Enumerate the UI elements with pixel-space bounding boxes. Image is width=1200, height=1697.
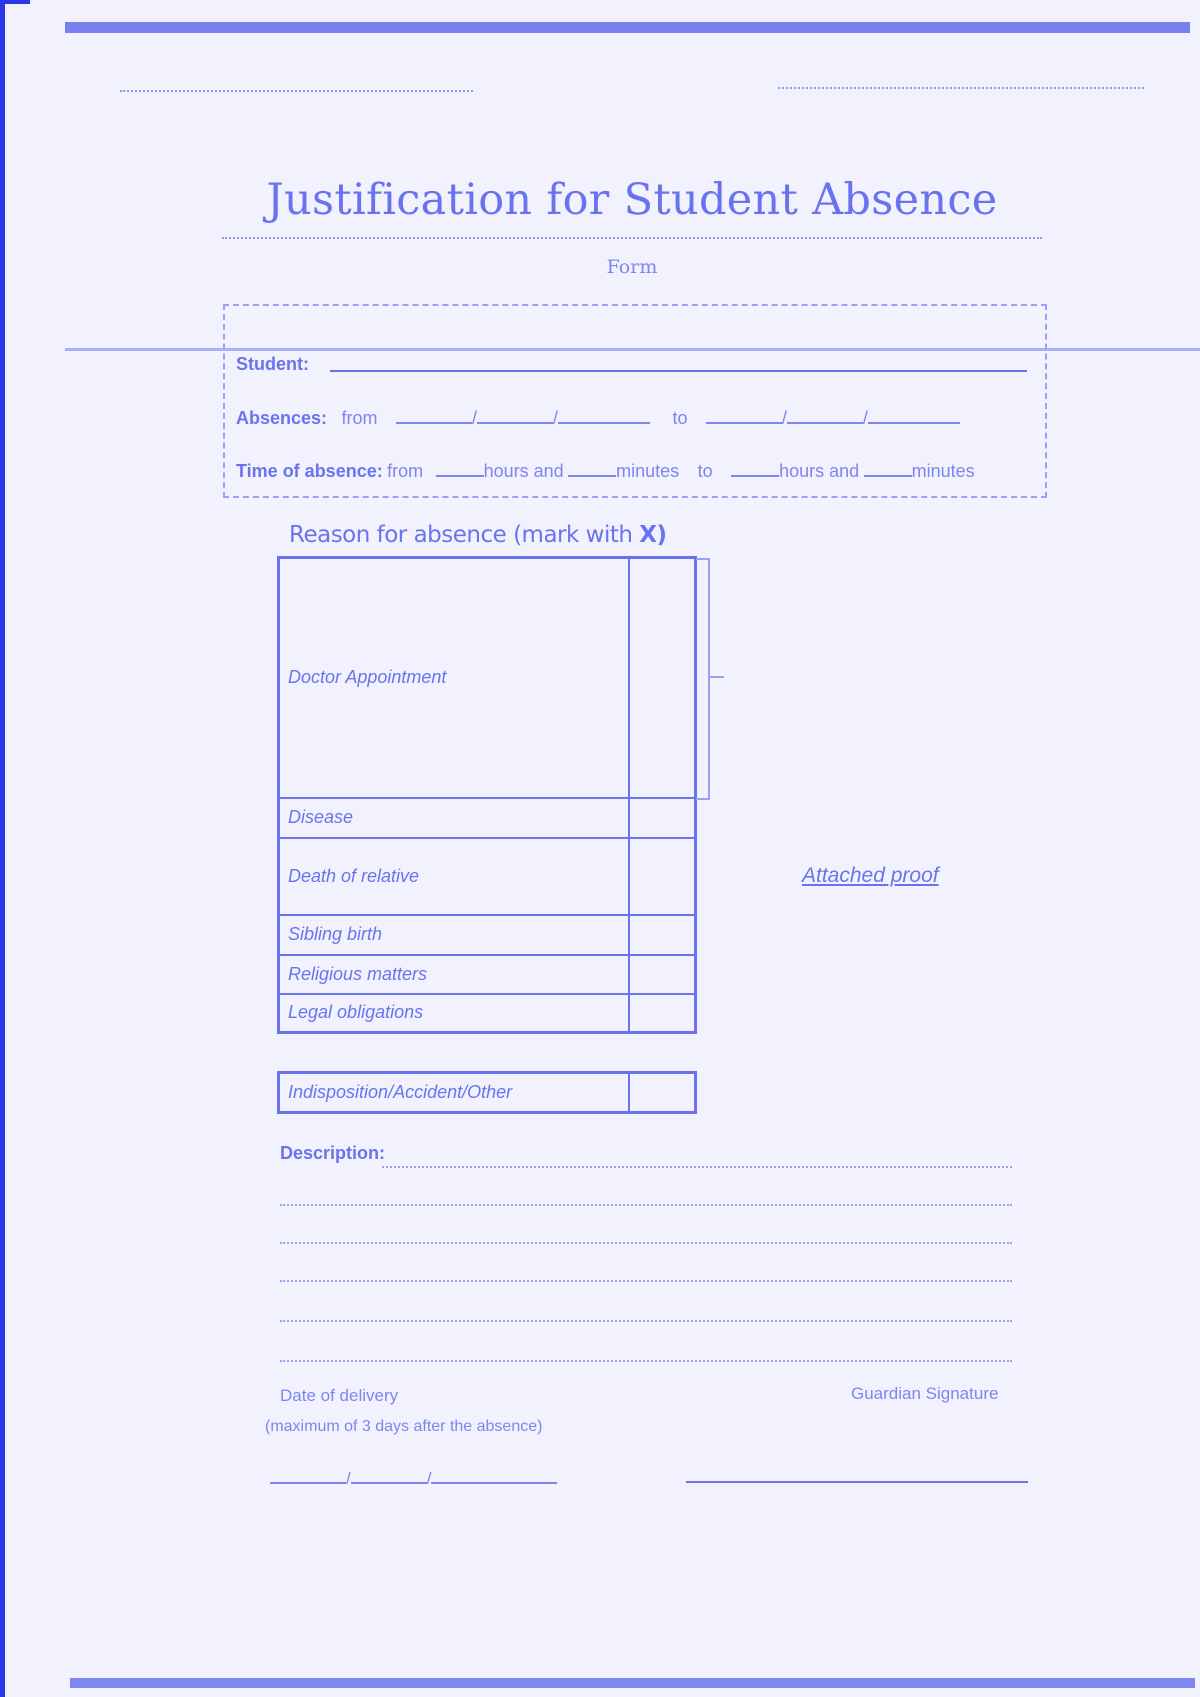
attached-proof-label: Attached proof (802, 864, 939, 887)
description-line[interactable] (280, 1242, 1012, 1244)
reason-checkbox-religious[interactable] (629, 955, 696, 994)
time-hours-and: hours and (483, 461, 564, 481)
time-from-label: from (387, 461, 424, 481)
time-to-label: to (697, 461, 713, 481)
title-underline (222, 237, 1042, 239)
reason-row (279, 994, 696, 1033)
date-separator: / (426, 1469, 432, 1488)
reason-checkbox-death[interactable] (629, 838, 696, 915)
scan-edge (0, 0, 5, 1697)
absences-row (236, 406, 960, 429)
max-days-note: (maximum of 3 days after the absence) (265, 1418, 543, 1435)
reason-label: Death of relative (279, 838, 630, 915)
student-row (236, 354, 309, 375)
delivery-year-field[interactable] (431, 1466, 557, 1484)
time-to-minutes-field[interactable] (864, 459, 912, 477)
time-minutes-label: minutes (616, 461, 680, 481)
reason-heading (289, 522, 667, 548)
student-name-field[interactable] (330, 370, 1027, 372)
description-line[interactable] (280, 1280, 1012, 1282)
description-line[interactable] (382, 1166, 1012, 1168)
absences-from-label: from (341, 408, 378, 428)
reason-checkbox-legal[interactable] (629, 994, 696, 1033)
reason-row (279, 798, 696, 838)
absences-to-label: to (672, 408, 688, 428)
reason-row (279, 558, 696, 798)
proof-bracket (696, 558, 710, 800)
reason-row (279, 1073, 696, 1113)
description-line[interactable] (280, 1204, 1012, 1206)
delivery-day-field[interactable] (270, 1466, 346, 1484)
absence-to-year-field[interactable] (868, 406, 960, 424)
header-line-right (778, 87, 1144, 89)
bottom-border-bar (70, 1678, 1195, 1688)
description-label: Description: (280, 1143, 386, 1163)
date-separator: / (346, 1469, 351, 1488)
time-from-minutes-field[interactable] (568, 459, 616, 477)
absence-from-month-field[interactable] (477, 406, 553, 424)
time-to-hours-field[interactable] (731, 459, 779, 477)
date-separator: / (471, 408, 477, 428)
time-label: Time of absence: (236, 461, 383, 481)
date-separator: / (862, 408, 868, 428)
absence-to-day-field[interactable] (706, 406, 782, 424)
time-minutes-label: minutes (911, 461, 975, 481)
student-label: Student: (236, 354, 309, 374)
reason-label: Doctor Appointment (279, 558, 630, 798)
reasons-table (277, 556, 697, 1034)
reason-label: Legal obligations (279, 994, 630, 1033)
delivery-date-row (270, 1466, 557, 1489)
reason-checkbox-sibling[interactable] (629, 915, 696, 955)
reason-heading-text: Reason for absence (mark with (289, 522, 633, 548)
reason-checkbox-disease[interactable] (629, 798, 696, 838)
time-from-hours-field[interactable] (436, 459, 484, 477)
time-hours-and: hours and (779, 461, 860, 481)
reason-label: Disease (279, 798, 630, 838)
absence-to-month-field[interactable] (787, 406, 863, 424)
top-border-bar (65, 22, 1190, 33)
absence-from-year-field[interactable] (558, 406, 650, 424)
proof-bracket-tick (710, 676, 724, 678)
reason-label: Religious matters (279, 955, 630, 994)
date-separator: / (552, 408, 558, 428)
reason-row (279, 915, 696, 955)
page-subtitle: Form (606, 256, 658, 278)
description-line[interactable] (280, 1320, 1012, 1322)
reason-label: Sibling birth (279, 915, 630, 955)
guardian-signature-field[interactable] (686, 1481, 1028, 1483)
reason-checkbox-other[interactable] (629, 1073, 696, 1113)
reason-label: Indisposition/Accident/Other (279, 1073, 630, 1113)
time-row (236, 459, 975, 482)
absences-label: Absences: (236, 408, 328, 428)
reason-checkbox-doctor[interactable] (629, 558, 696, 798)
absence-from-day-field[interactable] (396, 406, 472, 424)
reason-row (279, 955, 696, 994)
other-reason-table (277, 1071, 697, 1114)
reason-heading-mark: X) (639, 522, 667, 548)
date-of-delivery-label: Date of delivery (280, 1386, 399, 1405)
header-line-left (120, 90, 473, 92)
description-line[interactable] (280, 1360, 1012, 1362)
guardian-signature-label: Guardian Signature (851, 1384, 999, 1403)
scan-edge-corner (0, 0, 30, 4)
page-title: Justification for Student Absence (266, 175, 998, 225)
reason-row (279, 838, 696, 915)
date-separator: / (781, 408, 787, 428)
delivery-month-field[interactable] (351, 1466, 427, 1484)
